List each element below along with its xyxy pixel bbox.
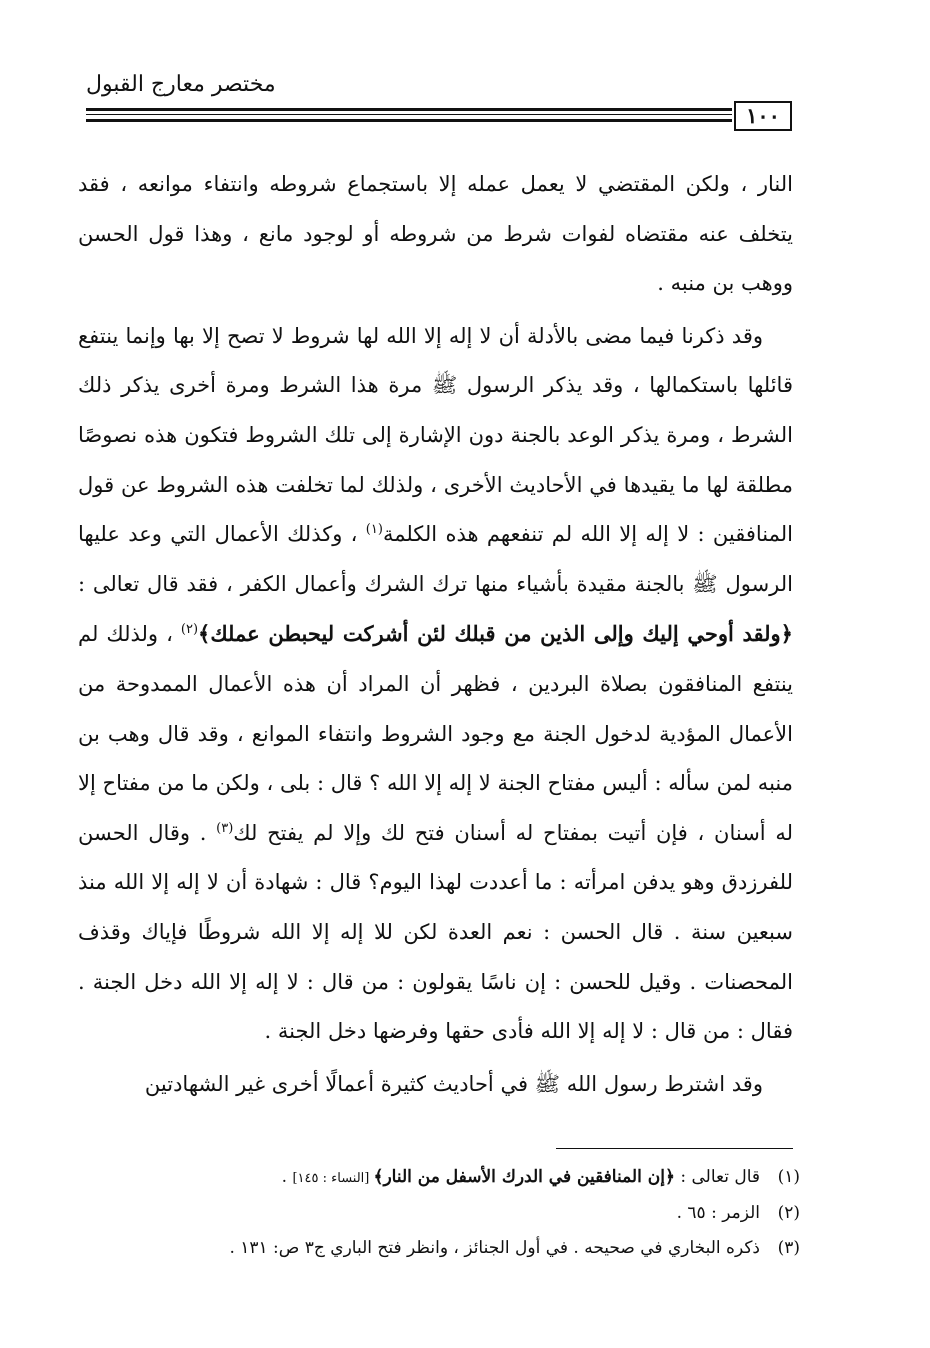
footnote-number: (١) [777, 1167, 800, 1187]
paragraph-2 [78, 312, 793, 1057]
header-rule-bottom [86, 119, 732, 122]
running-title: مختصر معارج القبول [86, 72, 276, 97]
paragraph-3: وقد اشترط رسول الله ﷺ في أحاديث كثيرة أعمالًا أخرى غير الشهادتين [144, 1071, 763, 1096]
header-rule-middle [86, 114, 732, 115]
paragraph-2-part-2: ، وكذلك الأعمال التي وعد عليها الرسول ﷺ بالجنة مقيدة بأشياء منها ترك الشرك وأعمال الكفر ، فقد قال تعالى : [78, 522, 793, 596]
footnotes [110, 1160, 800, 1266]
paragraph-2-part-1: وقد ذكرنا فيما مضى بالأدلة أن لا إله إلا الله لها شروط لا تصح إلا بها وإنما ينتفع قائلها باستكمالها ، وقد يذكر الرسول ﷺ مرة هذا الشرط ومرة أخرى يذكر ذلك الشرط ، ومرة يذكر الوعد بالجنة دون الإشارة إلى تلك الشروط فتكون هذه نصوصًا مطلقة لها ما يقيدها في الأحاديث الأخرى ، ولذلك لما تخلفت هذه الشروط عن قول المنافقين : لا إله إلا الله لم تنفعهم هذه الكلمة [78, 323, 793, 547]
footnote-number: (٢) [777, 1203, 800, 1223]
footnote-1 [110, 1160, 800, 1196]
footnote-separator [556, 1148, 793, 1149]
main-text [78, 160, 793, 1109]
footnote-suffix: . [281, 1167, 293, 1187]
paragraph-1: النار ، ولكن المقتضي لا يعمل عمله إلا باستجماع شروطه وانتفاء موانعه ، فقد يتخلف عنه مقتضاه لفوات شرط من شروطه أو لوجود مانع ، وهذا قول الحسن ووهب بن منبه . [78, 172, 793, 296]
paragraph-2-part-3: ، ولذلك لم ينتفع المنافقون بصلاة البردين ، فظهر أن المراد أن هذه الأعمال الممدوحة من الأعمال المؤدية لدخول الجنة مع وجود الشروط وانتفاء الموانع ، وقد قال وهب بن منبه لمن سأله : أليس مفتاح الجنة لا إله إلا الله ؟ قال : بلى ، ولكن ما من مفتاح إلا له أسنان ، فإن أتيت بمفتاح له أسنان فتح لك وإلا لم يفتح لك [78, 622, 793, 845]
paragraph-2-part-4: . وقال الحسن للفرزدق وهو يدفن امرأته : ما أعددت لهذا اليوم؟ قال : شهادة أن لا إله إلا الله منذ سبعين سنة . قال الحسن : نعم العدة لكن للا إله إلا الله شروطًا فإياك وقذف المحصنات . وقيل للحسن : إن ناسًا يقولون : من قال : لا إله إلا الله دخل الجنة . فقال : من قال : لا إله إلا الله فأدى حقها وفرضها دخل الجنة . [78, 820, 793, 1044]
footnote-source: [النساء : ١٤٥] [292, 1171, 374, 1186]
header-rule-top [86, 108, 732, 111]
footnote-ref-3: (٣) [216, 820, 234, 836]
page-number: ١٠٠ [734, 101, 792, 131]
footnote-prefix: قال تعالى : [674, 1167, 760, 1187]
footnote-2 [110, 1196, 800, 1231]
footnote-quran: ﴿إن المنافقين في الدرك الأسفل من النار﴾ [373, 1167, 675, 1187]
footnote-text: ذكره البخاري في صحيحه . في أول الجنائز ، وانظر فتح الباري ج٣ ص: ١٣١ . [229, 1238, 760, 1258]
quran-verse: ﴿ولقد أوحي إليك وإلى الذين من قبلك لئن أشركت ليحبطن عملك﴾ [198, 621, 793, 647]
footnote-ref-1: (١) [365, 522, 383, 538]
footnote-number: (٣) [777, 1238, 800, 1258]
footnote-3 [110, 1231, 800, 1266]
footnote-text: الزمر : ٦٥ . [676, 1203, 760, 1223]
footnote-ref-2: (٢) [180, 622, 199, 638]
